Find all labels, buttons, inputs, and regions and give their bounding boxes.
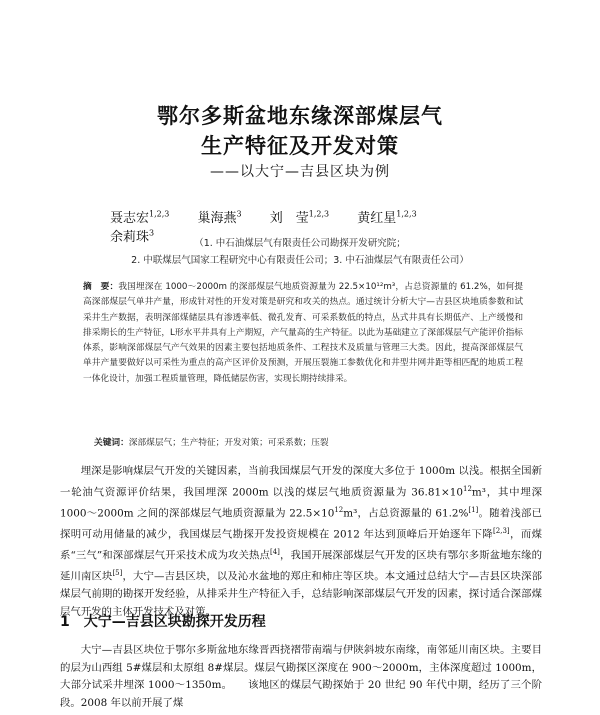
abstract-text: 我国埋深在 1000～2000m 的深部煤层气地质资源量为 22.5×10¹²m³，占总资源量的 61.2%，如何提高深部煤层气单井产量，形成针对性的开发对策是研究和攻关的热点。通过统计分析大宁—吉县区块地质参数和试采井生产数据，表明深部煤储层具有渗透率低、微孔发育、可采系数低的特点，丛式井具有长期低产、上产缓慢和排采期长的生产特征，L形水平井具有上产期短，产气量高的生产特征。以此为基础建立了深部煤层气产能评价指标体系，影响深部煤层气产气效果的因素主要包括地质条件、工程技术及质量与管理三大类。因此，提高深部煤层气单井产量要做好以可采性为重点的高产区评价及预测，开展压裂施工参数优化和井型井网井距等相匹配的地质工程一体化设计，加强工程质量管理，降低储层伤害，实现长期持续排采。 <box>83 282 524 384</box>
section-paragraph: 大宁—吉县区块位于鄂尔多斯盆地东缘晋西挠褶带南端与伊陕斜坡东南缘，南邻延川南区块。主要目的层为山西组 5#煤层和太原组 8#煤层。煤层气勘探区深度在 900～2000m，主体深度超过 1000m，大部分试采井埋深 1000～1350m。 该地区的煤层气勘探始于 20 世纪 90 年代中期，经历了三个阶段。2008 年以前开展了煤 <box>60 644 542 709</box>
abstract <box>83 280 523 387</box>
section-number: 1 <box>60 614 70 630</box>
affiliation-line-2: 2. 中联煤层气国家工程研究中心有限责任公司；3. 中石油煤层气有限责任公司） <box>131 255 469 266</box>
abstract-label: 摘 要： <box>83 282 119 292</box>
intro-paragraph: 埋深是影响煤层气开发的关键因素，当前我国煤层气开发的深度大多位于 1000m 以浅。根据全国新一轮油气资源评价结果，我国埋深 2000m 以浅的煤层气地质资源量为 $36.81\times 10^{12}m^3$，其中埋深 1000～2000m 之间的深部煤层气地质资源量为 $22.5\times 10^{12}m^3$，占总资源量的 61.2%[1]。随着浅部已探明可动用储量的减少，我国煤层气勘探开发投资规模在 2012 年达到顶峰后开始逐年下降[2,3]，而煤系“三气”和深部煤层气开采技术成为攻关热点[4]，我国开展深部煤层气开发的区块有鄂尔多斯盆地东缘的延川南区块[5]，大宁—吉县区块，以及沁水盆地的郑庄和柿庄等区块。本文通过总结大宁—吉县区块深部煤层气前期的勘探开发经验，从排采井生产特征入手，总结影响深部煤层气开发的因素，探讨适合深部煤层气开发的主体开发技术及对策。 <box>60 465 543 618</box>
citation: [4] <box>270 547 280 556</box>
author: 巢海燕$^3$ <box>197 209 242 226</box>
keywords-text: 深部煤层气；生产特征；开发对策；可采系数；压裂 <box>128 438 329 448</box>
author: 余莉珠$^3$ <box>110 228 155 245</box>
keywords <box>94 436 524 448</box>
section-title: 大宁—吉县区块勘探开发历程 <box>83 614 266 630</box>
author: 黄红星$^{1,2,3}$ <box>357 209 417 226</box>
citation: [2,3] <box>493 526 510 535</box>
author: 聂志宏$^{1,2,3}$ <box>110 209 170 226</box>
citation: [1] <box>468 505 479 514</box>
subtitle: ——以大宁—吉县区块为例 <box>210 164 390 180</box>
citation: [5] <box>112 568 123 577</box>
author: 刘 莹$^{1,2,3}$ <box>269 209 330 226</box>
title-line-2: 生产特征及开发对策 <box>201 133 399 158</box>
affiliation-line-1: （1. 中石油煤层气有限责任公司勘探开发研究院； <box>194 238 406 249</box>
keywords-label: 关键词： <box>94 438 129 448</box>
title-line-1: 鄂尔多斯盆地东缘深部煤层气 <box>157 103 443 128</box>
section-heading <box>60 611 266 631</box>
